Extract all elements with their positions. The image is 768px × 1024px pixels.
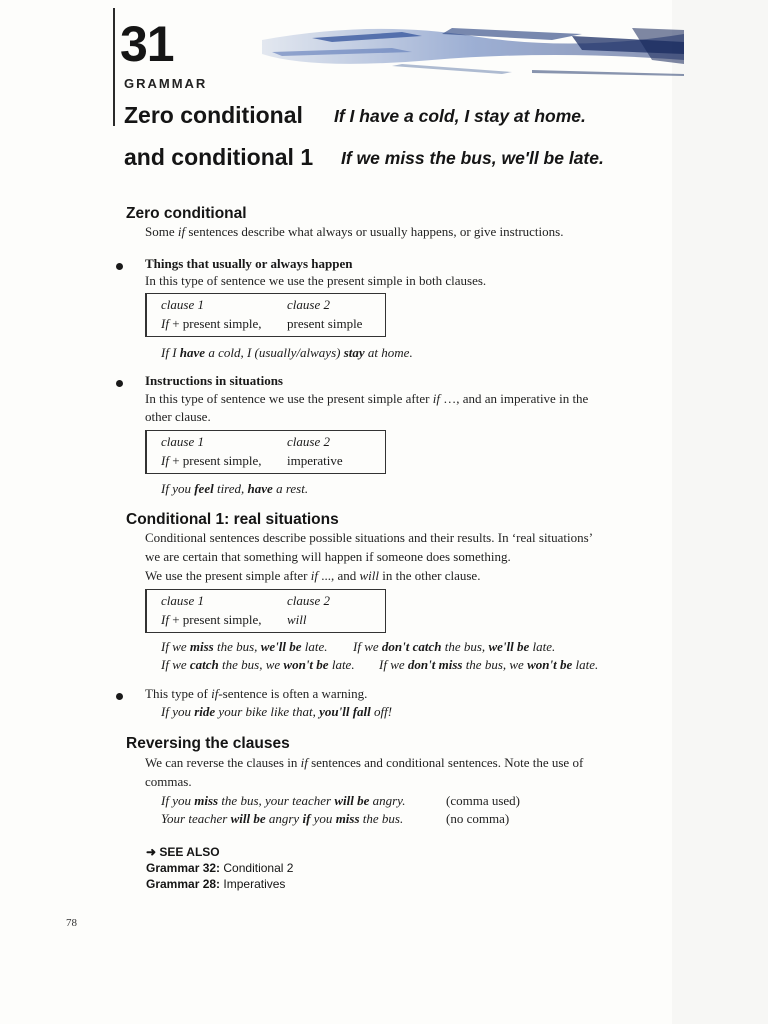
page-edge-shade (672, 0, 768, 1024)
example-sentence: If we don't miss the bus, we won't be late. (379, 657, 599, 672)
see-also-item[interactable]: Grammar 32: Conditional 2 (146, 861, 294, 875)
clause-table-conditional-1 (145, 589, 386, 633)
instructions-description-line1: In this type of sentence we use the present simple after if …, and an imperative in the (145, 391, 589, 406)
see-also-label: ➜ SEE ALSO (146, 845, 220, 859)
clause-2-header: clause 2 (287, 434, 330, 449)
example-sentence: If we miss the bus, we'll be late. (161, 639, 328, 654)
clause-1-header: clause 1 (161, 297, 204, 312)
clause-2-header: clause 2 (287, 593, 330, 608)
example-note: (no comma) (446, 811, 510, 826)
clause-2-header: clause 2 (287, 297, 330, 312)
clause-2-value: will (287, 612, 307, 627)
clause-1-header: clause 1 (161, 593, 204, 608)
see-also-item[interactable]: Grammar 28: Imperatives (146, 877, 286, 891)
cond1-description-line2: we are certain that something will happen if someone does something. (145, 549, 511, 564)
section-heading-reversing-clauses: Reversing the clauses (126, 735, 290, 752)
section-heading-zero-conditional: Zero conditional (126, 205, 247, 222)
clause-2-value: imperative (287, 453, 343, 468)
cond1-description-line3: We use the present simple after if ..., and will in the other clause. (145, 568, 481, 583)
page-title-line2: and conditional 1 (124, 144, 314, 170)
unit-number: 31 (120, 16, 174, 72)
bullet-things-usually-happen: Things that usually or always happen (145, 256, 353, 271)
example-sentence: If you feel tired, have a rest. (161, 481, 309, 496)
clause-2-value: present simple (287, 316, 363, 331)
clause-1-value: If + present simple, (161, 612, 262, 627)
clause-1-value: If + present simple, (161, 453, 262, 468)
bullet-dot (116, 263, 123, 270)
unit-divider-line (113, 8, 115, 126)
cond1-description-line1: Conditional sentences describe possible situations and their results. In ‘real situations’ (145, 530, 594, 545)
example-sentence: Your teacher will be angry if you miss the bus. (161, 811, 404, 826)
clause-1-value: If + present simple, (161, 316, 262, 331)
reversing-description-line2: commas. (145, 774, 192, 789)
clause-1-header: clause 1 (161, 434, 204, 449)
title-example-line2: If we miss the bus, we'll be late. (341, 148, 604, 168)
zero-intro: Some if sentences describe what always or usually happens, or give instructions. (145, 224, 564, 239)
example-sentence: If we don't catch the bus, we'll be late. (353, 639, 556, 654)
clause-table-instructions (145, 430, 386, 474)
example-note: (comma used) (446, 793, 521, 808)
unit-category: GRAMMAR (124, 76, 208, 91)
section-heading-conditional-1: Conditional 1: real situations (126, 511, 339, 528)
page-title-line1: Zero conditional (124, 102, 303, 128)
header-banner-graphic (252, 20, 684, 84)
example-sentence: If you ride your bike like that, you'll fall off! (161, 704, 393, 719)
warning-description: This type of if-sentence is often a warning. (145, 686, 368, 701)
page-number: 78 (66, 917, 77, 929)
bullet-instructions-in-situations: Instructions in situations (145, 373, 283, 388)
reversing-description-line1: We can reverse the clauses in if sentences and conditional sentences. Note the use of (145, 755, 584, 770)
title-example-line1: If I have a cold, I stay at home. (334, 106, 586, 126)
example-sentence: If we catch the bus, we won't be late. (161, 657, 355, 672)
instructions-description-line2: other clause. (145, 409, 211, 424)
clause-table-things (145, 293, 386, 337)
example-sentence: If I have a cold, I (usually/always) stay at home. (161, 345, 413, 360)
things-description: In this type of sentence we use the present simple in both clauses. (145, 273, 487, 288)
example-sentence: If you miss the bus, your teacher will be angry. (161, 793, 406, 808)
arrow-right-icon: ➜ (146, 845, 157, 859)
bullet-dot (116, 693, 123, 700)
bullet-dot (116, 380, 123, 387)
